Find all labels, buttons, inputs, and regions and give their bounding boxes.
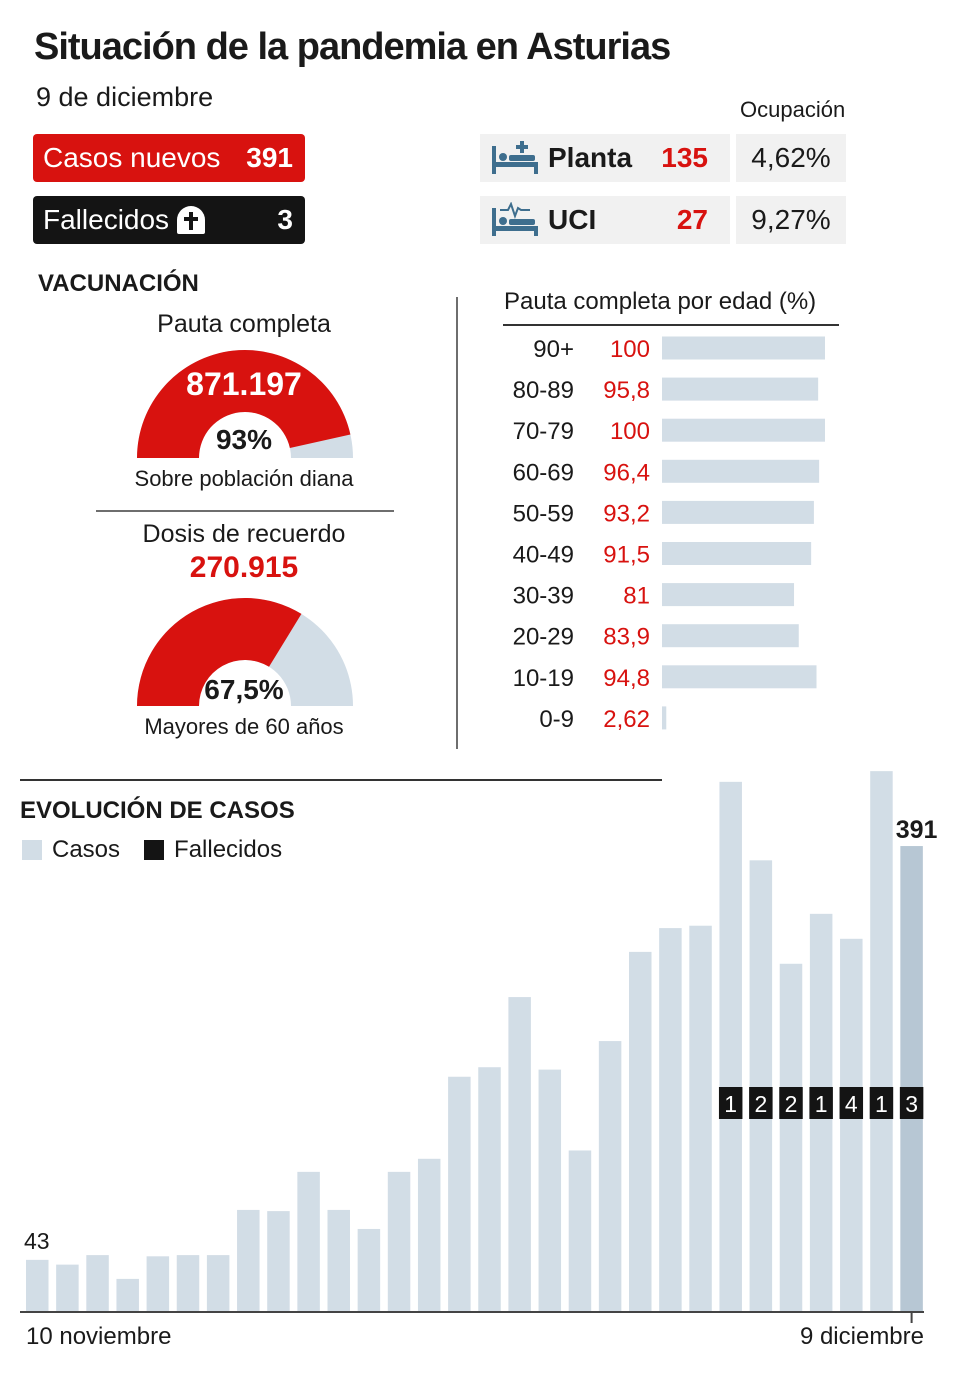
cases-bar [719,782,742,1311]
legend-deaths-label: Fallecidos [174,836,283,863]
age-bar [662,337,825,360]
cases-bar [599,1041,622,1311]
cases-bar [86,1255,109,1311]
booster-label: Dosis de recuerdo [142,520,346,548]
age-value-label: 83,9 [603,623,650,651]
booster-pct: 67,5% [204,674,284,705]
age-value-label: 91,5 [603,541,650,569]
cases-bar [56,1265,79,1311]
deaths-value-label: 2 [784,1091,798,1117]
booster-value: 270.915 [189,551,299,584]
hospital-bed-icon [490,140,540,176]
cases-bar [900,846,923,1311]
hospital-ward-value: 135 [661,142,708,173]
cases-bar [237,1210,259,1311]
complete-caption: Sobre población diana [134,466,354,491]
vaccination-divider [96,510,394,512]
cases-bar [689,926,712,1311]
booster-caption: Mayores de 60 años [144,714,344,739]
deaths-value-label: 1 [724,1091,738,1117]
x-end-label: 9 diciembre [799,1323,924,1350]
new-cases-box [33,134,305,182]
icu-occupancy: 9,27% [736,196,846,244]
age-category-label: 0-9 [539,705,574,733]
age-value-label: 96,4 [603,459,650,487]
age-category-label: 30-39 [512,582,574,610]
age-value-label: 94,8 [603,664,650,692]
cases-bar [267,1211,290,1311]
cases-bar [177,1255,200,1311]
age-bar [662,460,819,483]
cases-bar [629,952,652,1311]
tombstone-icon [177,206,205,234]
icu-bed-icon [490,202,540,238]
age-value-label: 2,62 [603,705,650,733]
age-bar [662,542,811,565]
age-category-label: 10-19 [512,664,574,692]
deaths-value-label: 1 [814,1091,828,1117]
vertical-divider [456,297,458,749]
cases-bar [418,1159,441,1311]
age-bar [662,419,825,442]
icu-value: 27 [676,204,708,235]
age-category-label: 90+ [533,336,574,363]
complete-pct: 93% [215,424,273,455]
age-value-label: 95,8 [603,377,650,405]
cases-bar [448,1077,471,1311]
x-start-label: 10 noviembre [26,1323,172,1350]
cases-bar [328,1210,351,1311]
occupancy-header: Ocupación [740,97,846,122]
hospital-ward-occupancy: 4,62% [736,134,846,182]
hospital-row-planta [480,134,846,182]
page-date: 9 de diciembre [36,82,214,112]
new-cases-label: Casos nuevos [43,142,221,173]
x-axis-line [20,1311,924,1313]
deaths-value-label: 1 [875,1091,888,1117]
cases-bar [116,1279,139,1311]
deaths-label: Fallecidos [43,204,170,235]
age-value-label: 100 [609,336,650,363]
cases-bar [569,1150,592,1311]
age-bar [662,624,799,647]
age-bar [662,378,818,401]
vaccination-title: VACUNACIÓN [38,270,199,297]
cases-bar [478,1067,501,1311]
age-category-label: 60-69 [512,459,574,487]
last-value-label: 391 [895,816,938,845]
cases-bar [659,928,682,1311]
age-chart-rule [503,324,839,326]
new-cases-value: 391 [246,142,293,173]
age-bar [662,706,666,729]
cases-bar [870,771,893,1311]
age-bar [662,665,817,688]
cases-bar [388,1172,411,1311]
hospital-ward-name: Planta [548,142,633,173]
age-chart-title: Pauta completa por edad (%) [504,288,817,315]
age-bar [662,583,794,606]
age-category-label: 40-49 [512,541,574,569]
age-category-label: 80-89 [512,377,574,405]
age-category-label: 20-29 [512,623,574,651]
age-value-label: 93,2 [603,500,650,528]
x-axis-tick [911,1311,913,1323]
age-category-label: 70-79 [512,418,574,446]
deaths-value-label: 4 [844,1091,858,1117]
deaths-box [33,196,305,244]
cases-bar [358,1229,381,1311]
cases-bar [539,1070,562,1311]
cases-bar [147,1256,170,1311]
deaths-value-label: 2 [754,1091,768,1117]
age-bar-chart [490,330,850,746]
hospital-row-uci [480,196,846,244]
evolution-bar-chart [0,740,962,1374]
deaths-value-label: 3 [905,1091,918,1117]
complete-value: 871.197 [186,366,302,402]
age-category-label: 50-59 [512,500,574,528]
age-value-label: 81 [623,582,650,610]
page-title: Situación de la pandemia en Asturias [34,26,671,68]
age-bar [662,501,814,524]
age-value-label: 100 [609,418,650,446]
complete-label: Pauta completa [157,310,331,338]
cases-bar [780,964,803,1311]
cases-bar [207,1255,230,1311]
cases-bar [297,1172,320,1311]
legend-cases-label: Casos [52,836,121,863]
first-value-label: 43 [24,1228,50,1254]
cases-bar [508,997,531,1311]
deaths-value: 3 [277,204,293,235]
icu-name: UCI [548,204,597,235]
evolution-title: EVOLUCIÓN DE CASOS [20,797,295,824]
cases-bar [840,939,863,1311]
cases-bar [750,860,773,1311]
cases-bar [26,1260,49,1311]
